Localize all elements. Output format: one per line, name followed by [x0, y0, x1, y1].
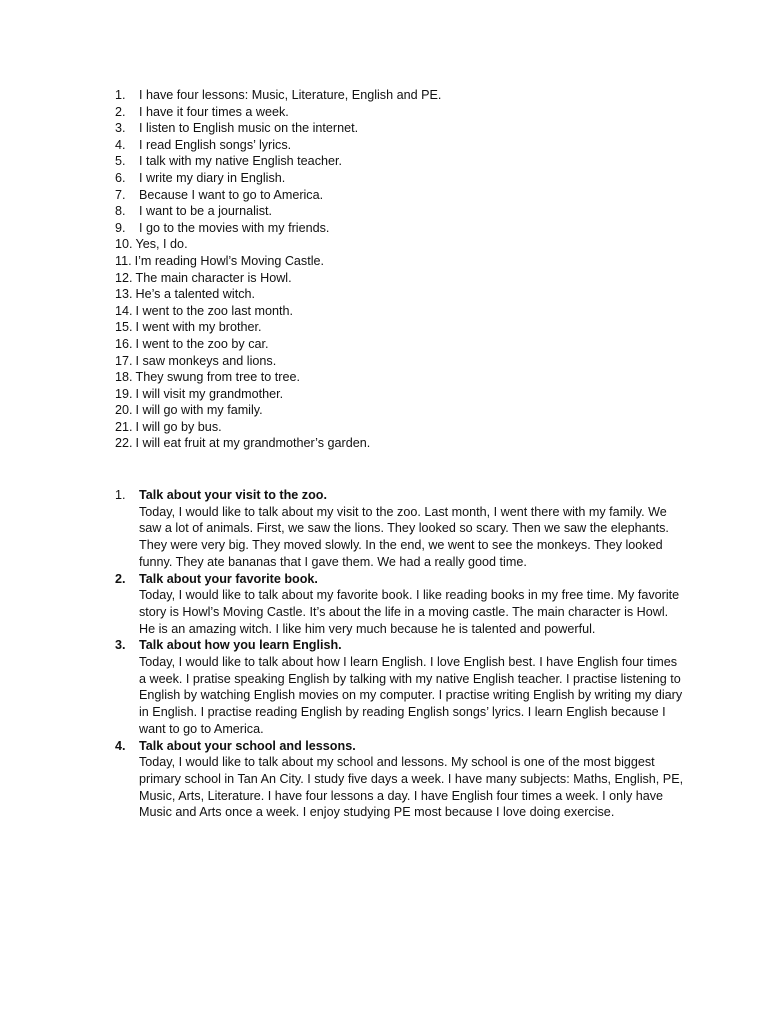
item-number: 14.: [115, 303, 133, 318]
topic-number: 2.: [115, 571, 126, 586]
item-number: 10.: [115, 237, 133, 252]
item-number: 4.: [115, 137, 126, 152]
answer-text: I go to the movies with my friends.: [139, 220, 330, 235]
answer-text: I went to the zoo last month.: [135, 303, 294, 318]
answer-text: I will eat fruit at my grandmother’s garden.: [135, 436, 371, 451]
topic-heading: Talk about how you learn English.: [139, 638, 342, 653]
answer-text: I saw monkeys and lions.: [135, 353, 277, 368]
item-number: 6.: [115, 170, 126, 185]
topic-item: [115, 637, 685, 737]
topic-heading: Talk about your school and lessons.: [139, 738, 356, 753]
item-number: 17.: [115, 353, 133, 368]
answer-item: [115, 286, 715, 303]
answer-item: [115, 386, 715, 403]
answer-item: [115, 120, 715, 137]
topic-heading: Talk about your visit to the zoo.: [139, 488, 327, 502]
item-number: 18.: [115, 370, 133, 385]
item-number: 5.: [115, 154, 126, 169]
answer-item: [115, 419, 715, 436]
answer-item: [115, 203, 715, 220]
answer-item: [115, 353, 715, 370]
answer-text: Because I want to go to America.: [139, 187, 324, 202]
answer-text: I will visit my grandmother.: [135, 386, 284, 401]
item-number: 22.: [115, 436, 133, 451]
topic-number: 4.: [115, 738, 126, 753]
answer-text: I will go by bus.: [135, 419, 222, 434]
item-number: 3.: [115, 121, 126, 136]
answer-item: [115, 303, 715, 320]
item-number: 21.: [115, 419, 133, 434]
item-number: 13.: [115, 287, 133, 302]
answer-text: I write my diary in English.: [139, 170, 286, 185]
topic-item: [115, 571, 685, 638]
answer-text: I listen to English music on the internet.: [139, 121, 359, 136]
answer-text: I talk with my native English teacher.: [139, 154, 342, 169]
topic-heading: Talk about your favorite book.: [139, 571, 318, 586]
topic-paragraph: Today, I would like to talk about how I learn English. I love English best. I have English four times a week. I pratise speaking English by talking with my native English teacher. I practise listening to English by watching English movies on my computer. I practise writing English by writing my diary in English. I practise reading English by reading English songs’ lyrics. I learn English because I want to go to America.: [139, 655, 683, 736]
answer-text: I read English songs’ lyrics.: [139, 137, 292, 152]
item-number: 2.: [115, 104, 126, 119]
topic-item: [115, 487, 685, 571]
item-number: 15.: [115, 320, 133, 335]
answer-item: [115, 236, 715, 253]
topic-paragraph: Today, I would like to talk about my favorite book. I like reading books in my free time. My favorite story is Howl’s Moving Castle. It’s about the life in a moving castle. The main character is Howl. He is an amazing witch. I like him very much because he is talented and powerful.: [139, 588, 680, 636]
answer-item: [115, 187, 715, 204]
answer-text: I have it four times a week.: [139, 104, 289, 119]
topic-paragraph: Today, I would like to talk about my visit to the zoo. Last month, I went there with my family. We saw a lot of animals. First, we saw the lions. They looked so scary. Then we saw the elephants. They were very big. They moved slowly. In the end, we went to see the monkeys. They looked funny. They ate bananas that I gave them. We had a really good time.: [139, 504, 669, 569]
topic-paragraph: Today, I would like to talk about my school and lessons. My school is one of the most biggest primary school in Tan An City. I study five days a week. I have many subjects: Maths, English, PE, Music, Arts, Literature. I have four lessons a day. I have English four times a week. I only have Music and Arts once a week. I enjoy studying PE most because I love doing exercise.: [139, 755, 684, 820]
item-number: 19.: [115, 386, 133, 401]
answer-item: [115, 220, 715, 237]
item-number: 16.: [115, 336, 133, 351]
answer-item: [115, 87, 715, 104]
answer-item: [115, 336, 715, 353]
answer-item: [115, 435, 715, 452]
answer-item: [115, 402, 715, 419]
topic-number: 1.: [115, 488, 126, 502]
answer-text: I’m reading Howl’s Moving Castle.: [134, 253, 325, 268]
item-number: 20.: [115, 403, 133, 418]
answer-text: I want to be a journalist.: [139, 204, 273, 219]
answer-text: I have four lessons: Music, Literature, English and PE.: [139, 88, 442, 102]
speaking-topics-list: [115, 487, 685, 821]
answer-item: [115, 319, 715, 336]
item-number: 7.: [115, 187, 126, 202]
item-number: 1.: [115, 88, 126, 102]
answer-text: He’s a talented witch.: [135, 287, 255, 302]
answer-item: [115, 270, 715, 287]
item-number: 12.: [115, 270, 133, 285]
answer-item: [115, 369, 715, 386]
answer-item: [115, 104, 715, 121]
short-answers-list: [115, 87, 715, 452]
answer-text: Yes, I do.: [135, 237, 188, 252]
answer-item: [115, 253, 715, 270]
topic-item: [115, 738, 685, 822]
topic-number: 3.: [115, 638, 126, 653]
item-number: 8.: [115, 204, 126, 219]
answer-item: [115, 170, 715, 187]
answer-text: I went with my brother.: [135, 320, 262, 335]
item-number: 9.: [115, 220, 126, 235]
answer-text: I will go with my family.: [135, 403, 263, 418]
answer-text: They swung from tree to tree.: [135, 370, 301, 385]
answer-text: I went to the zoo by car.: [135, 336, 269, 351]
answer-item: [115, 153, 715, 170]
answer-item: [115, 137, 715, 154]
answer-text: The main character is Howl.: [135, 270, 292, 285]
item-number: 11.: [115, 253, 132, 268]
